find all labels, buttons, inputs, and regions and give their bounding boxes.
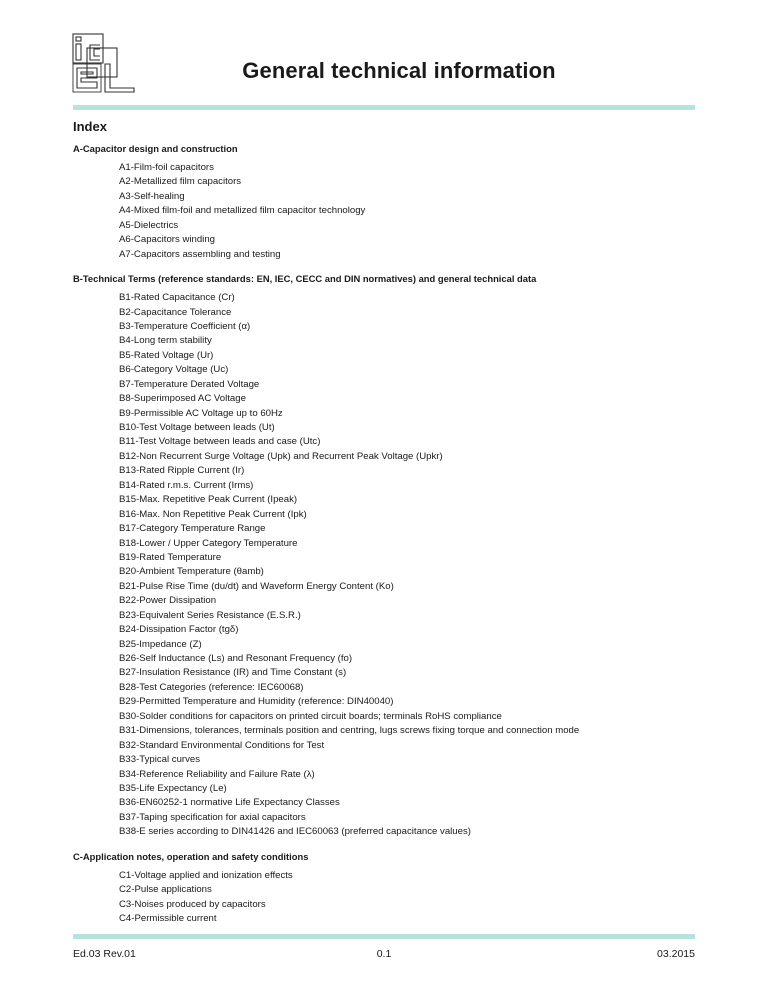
index-item: B36-EN60252-1 normative Life Expectancy Classes [119,797,340,809]
index-item: B22-Power Dissipation [119,595,217,607]
index-item: C1-Voltage applied and ionization effects [119,869,293,881]
index-item: B4-Long term stability [119,335,212,347]
section-title: A-Capacitor design and construction [73,143,238,154]
index-item: B29-Permitted Temperature and Humidity (reference: DIN40040) [119,696,394,708]
index-item: B19-Rated Temperature [119,551,222,563]
page-title: General technical information [242,58,556,83]
index-item: C2-Pulse applications [119,884,212,896]
index-item: C3-Noises produced by capacitors [119,898,266,910]
index-item: B17-Category Temperature Range [119,523,266,535]
index-item: B16-Max. Non Repetitive Peak Current (Ipk) [119,508,307,520]
index-item: A6-Capacitors winding [119,234,215,246]
index-item: B13-Rated Ripple Current (Ir) [119,465,245,477]
index-item: B14-Rated r.m.s. Current (Irms) [119,479,254,491]
index-item: B23-Equivalent Series Resistance (E.S.R.) [119,609,301,621]
index-item: A3-Self-healing [119,190,185,202]
section-title: C-Application notes, operation and safety conditions [73,850,309,862]
footer-edition: Ed.03 Rev.01 [73,948,136,960]
index-item: A7-Capacitors assembling and testing [119,248,281,260]
header-divider [73,105,695,110]
index-item: B15-Max. Repetitive Peak Current (Ipeak) [119,494,298,506]
index-item: B34-Reference Reliability and Failure Rate (λ) [119,768,315,780]
index-item: B12-Non Recurrent Surge Voltage (Upk) and Recurrent Peak Voltage (Upkr) [119,450,443,462]
section-b-list [119,287,713,840]
section-b [73,272,713,840]
index-item: A4-Mixed film-foil and metallized film capacitor technology [119,205,366,217]
index-item: B5-Rated Voltage (Ur) [119,349,214,361]
index-item: B31-Dimensions, tolerances, terminals position and centring, lugs screws fixing torque and connection mode [119,725,580,737]
index-item: B25-Impedance (Z) [119,638,202,650]
section-a-list [119,157,713,263]
index-item: B26-Self Inductance (Ls) and Resonant Frequency (fo) [119,653,353,664]
index-heading: Index [73,119,107,134]
index-item: B20-Ambient Temperature (θamb) [119,566,264,578]
index-item: B24-Dissipation Factor (tgδ) [119,624,239,636]
index-item: B6-Category Voltage (Uc) [119,364,229,376]
index-item: B28-Test Categories (reference: IEC60068) [119,681,304,693]
index-item: B35-Life Expectancy (Le) [119,782,227,794]
index-item: B7-Temperature Derated Voltage [119,378,260,390]
section-a [73,142,713,262]
footer-date: 03.2015 [657,948,695,960]
index-item: B21-Pulse Rise Time (du/dt) and Waveform Energy Content (Ko) [119,580,394,592]
index-item: B30-Solder conditions for capacitors on printed circuit boards; terminals RoHS compliance [119,710,502,722]
index-item: A1-Film-foil capacitors [119,162,214,173]
index-item: A5-Dielectrics [119,219,179,231]
index-item: B33-Typical curves [119,754,201,766]
index-content [73,142,713,926]
section-c-list [119,864,713,926]
footer-page-number: 0.1 [376,948,392,960]
index-item: B27-Insulation Resistance (IR) and Time Constant (s) [119,667,347,679]
index-item: B32-Standard Environmental Conditions for Test [119,739,325,751]
index-item: B8-Superimposed AC Voltage [119,393,246,405]
index-item: B11-Test Voltage between leads and case (Utc) [119,436,321,448]
index-item: B9-Permissible AC Voltage up to 60Hz [119,407,283,419]
index-item: B18-Lower / Upper Category Temperature [119,537,298,549]
section-c [73,850,713,927]
index-item: B1-Rated Capacitance (Cr) [119,292,235,304]
index-item: B37-Taping specification for axial capacitors [119,811,306,823]
index-item: B10-Test Voltage between leads (Ut) [119,422,275,433]
index-item: B2-Capacitance Tolerance [119,306,232,318]
index-item: B3-Temperature Coefficient (α) [119,320,251,332]
index-item: C4-Permissible current [119,913,217,924]
index-item: B38-E series according to DIN41426 and IEC60063 (preferred capacitance values) [119,826,471,838]
footer-divider [73,934,695,939]
index-item: A2-Metallized film capacitors [119,176,242,188]
section-title: B-Technical Terms (reference standards: EN, IEC, CECC and DIN normatives) and general technical data [73,273,537,285]
